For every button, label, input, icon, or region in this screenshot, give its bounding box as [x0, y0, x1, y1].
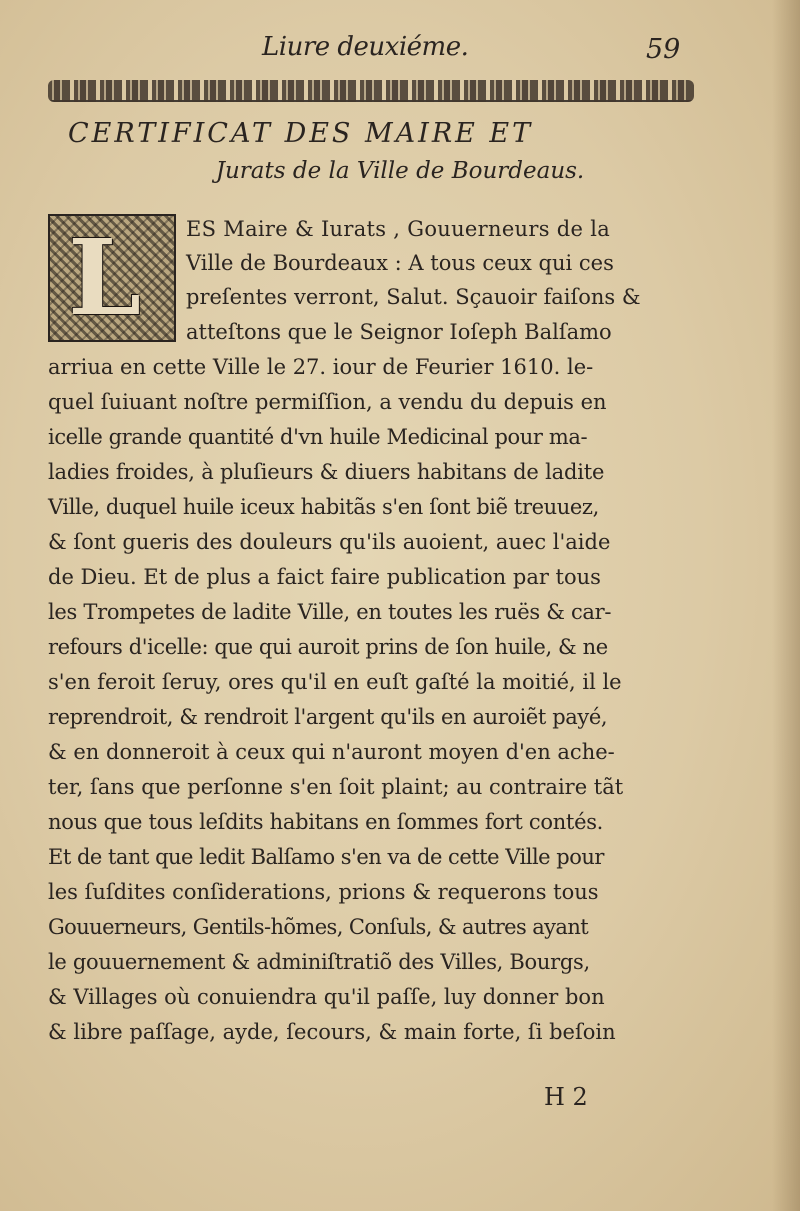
ornamental-drop-cap — [48, 214, 176, 342]
body-line-5: arriua en cette Ville le 27. iour de Feurier 1610. le- — [48, 355, 594, 379]
body-line-1: ES Maire & Iurats , Gouuerneurs de la — [186, 217, 611, 241]
running-title: Liure deuxiéme. — [262, 32, 469, 62]
body-line-17: ter, ſans que perſonne s'en ſoit plaint; au contraire tãt — [48, 775, 624, 799]
body-line-7: icelle grande quantité d'vn huile Medicinal pour ma- — [48, 425, 588, 449]
body-line-9: Ville, duquel huile iceux habitãs s'en ſont biẽ treuuez, — [48, 495, 599, 519]
drop-cap-letter: L — [68, 216, 142, 339]
body-line-3: preſentes verront, Salut. Sçauoir faiſons & — [186, 285, 641, 309]
body-line-10: & ſont gueris des douleurs qu'ils auoient, auec l'aide — [48, 530, 611, 554]
body-line-16: & en donneroit à ceux qui n'auront moyen d'en ache- — [48, 740, 615, 764]
body-line-2: Ville de Bourdeaux : A tous ceux qui ces — [186, 251, 614, 275]
body-line-15: reprendroit, & rendroit l'argent qu'ils en auroiẽt payé, — [48, 705, 608, 729]
body-line-13: refours d'icelle: que qui auroit prins de ſon huile, & ne — [48, 635, 608, 659]
signature-mark: H 2 — [544, 1083, 588, 1111]
body-line-19: Et de tant que ledit Balſamo s'en va de cette Ville pour — [48, 845, 604, 869]
body-line-11: de Dieu. Et de plus a faict faire publication par tous — [48, 565, 601, 589]
body-line-8: ladies froides, à pluſieurs & diuers habitans de ladite — [48, 460, 605, 484]
decorative-border-ornament — [48, 80, 694, 102]
body-line-18: nous que tous leſdits habitans en ſommes fort contés. — [48, 810, 604, 834]
running-head — [0, 30, 800, 70]
body-line-4: atteſtons que le Seignor Ioſeph Balſamo — [186, 320, 612, 344]
body-line-22: le gouuernement & adminiſtratiõ des Villes, Bourgs, — [48, 950, 590, 974]
body-line-14: s'en feroit ſeruy, ores qu'il en euſt gaſté la moitié, il le — [48, 670, 622, 694]
body-line-23: & Villages où conuiendra qu'il paſſe, luy donner bon — [48, 985, 605, 1009]
heading-line-1: CERTIFICAT DES MAIRE ET — [68, 118, 534, 149]
page-number: 59 — [646, 34, 681, 65]
body-line-6: quel ſuiuant noſtre permiſſion, a vendu du depuis en — [48, 390, 607, 414]
body-line-20: les ſuſdites conſiderations, prions & requerons tous — [48, 880, 599, 904]
body-line-24: & libre paſſage, ayde, ſecours, & main forte, ſi beſoin — [48, 1020, 616, 1044]
heading-line-2: Jurats de la Ville de Bourdeaus. — [215, 158, 585, 184]
body-line-12: les Trompetes de ladite Ville, en toutes les ruës & car- — [48, 600, 612, 624]
body-line-21: Gouuerneurs, Gentils-hõmes, Conſuls, & autres ayant — [48, 915, 589, 939]
